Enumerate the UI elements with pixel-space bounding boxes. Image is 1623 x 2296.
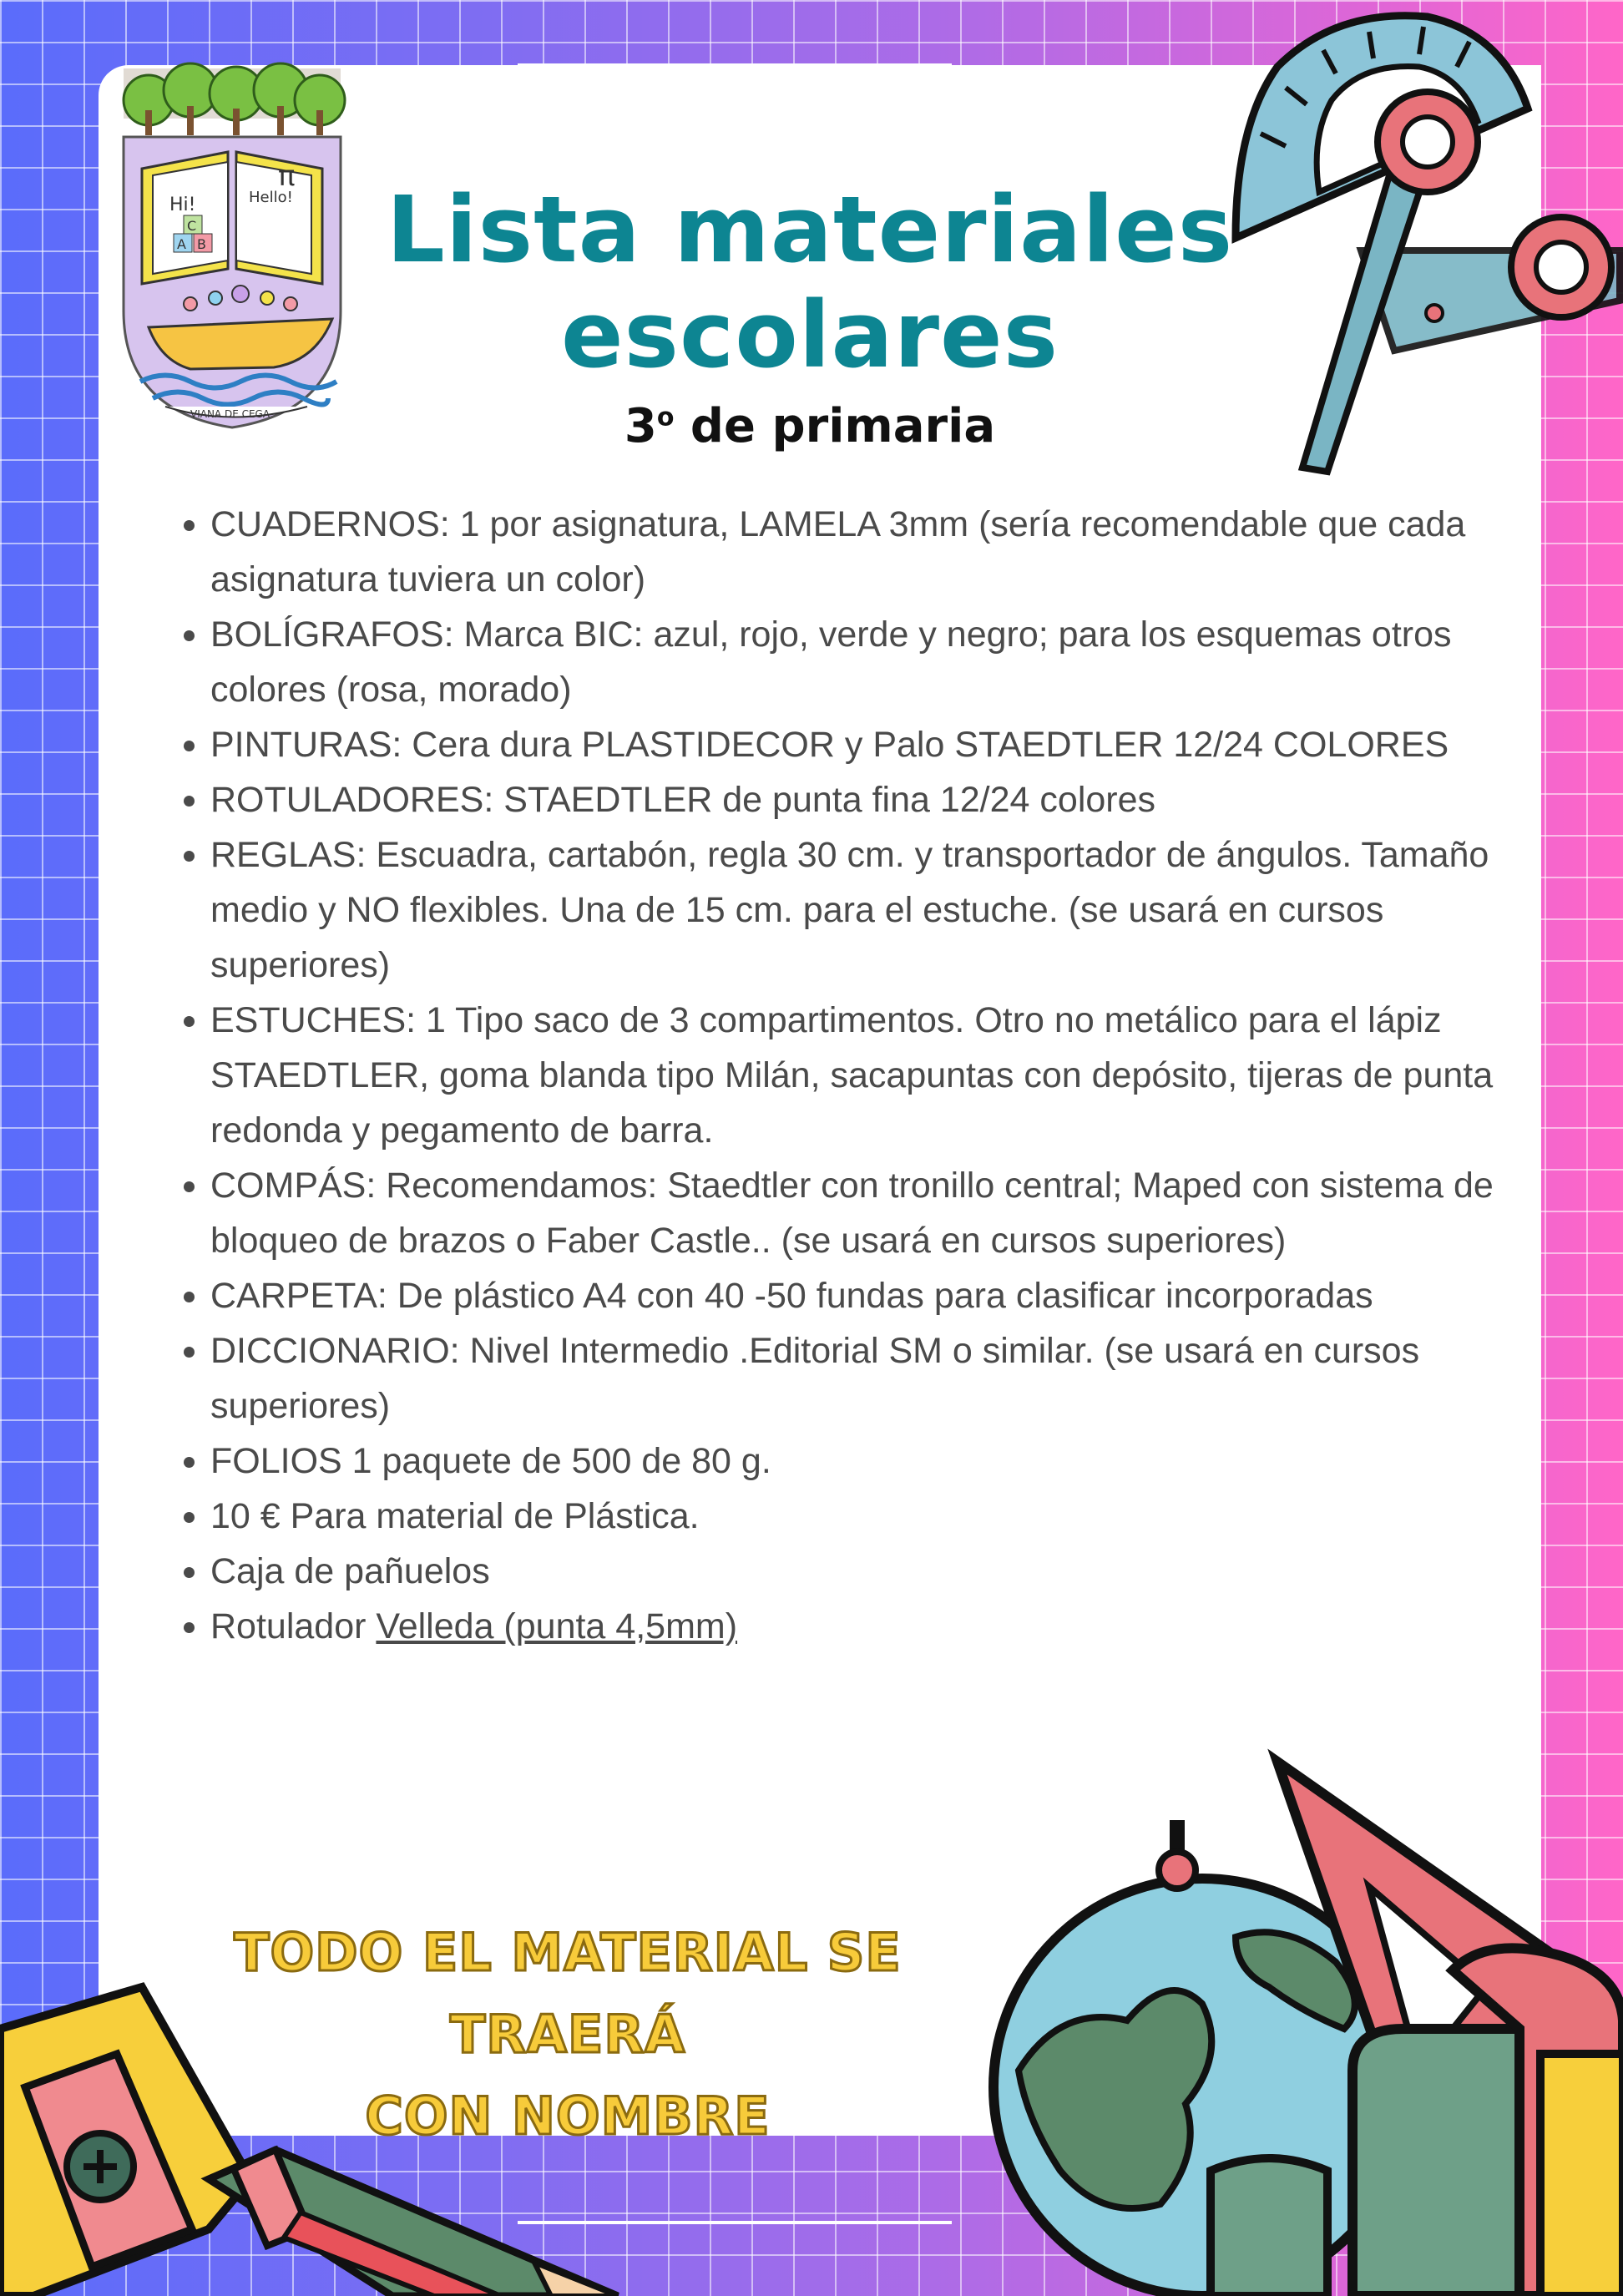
page-subtitle xyxy=(384,399,1236,453)
protractor-icon xyxy=(1227,0,1623,484)
book-text-pi: π xyxy=(278,159,296,193)
crest-banner-text: VIANA DE CEGA xyxy=(190,408,270,420)
pencil-icon xyxy=(209,2150,618,2296)
subtitle-number: 3 xyxy=(624,399,657,453)
materials-list xyxy=(175,497,1563,1654)
school-crest-icon xyxy=(90,60,382,436)
list-item: • CUADERNOS: 1 por asignatura, LAMELA 3mm (sería recomendable que cada asignatura tuviera un color) xyxy=(210,497,1563,607)
subtitle-rest: de primaria xyxy=(674,399,996,453)
velleda-link[interactable]: Velleda (punta 4,5mm) xyxy=(376,1606,738,1646)
block-letter-c: C xyxy=(187,218,197,234)
title-line-1: Lista materiales xyxy=(386,176,1234,283)
list-item: • DICCIONARIO: Nivel Intermedio .Editorial SM o similar. (se usará en cursos superiores) xyxy=(210,1323,1563,1434)
page-title xyxy=(384,177,1236,387)
list-item: • 10 € Para material de Plástica. xyxy=(210,1489,1563,1544)
list-item-last xyxy=(210,1599,1563,1654)
last-item-prefix: Rotulador xyxy=(210,1606,377,1646)
note-line-2: CON NOMBRE xyxy=(365,2086,771,2147)
list-item: • REGLAS: Escuadra, cartabón, regla 30 cm. y transportador de ángulos. Tamaño medio y NO flexibles. Una de 15 cm. para el estuche. (se usará en cursos superiores) xyxy=(210,827,1563,993)
list-item: • CARPETA: De plástico A4 con 40 -50 fundas para clasificar incorporadas xyxy=(210,1268,1563,1323)
book-text-hi: Hi! xyxy=(169,195,196,215)
block-letter-a: A xyxy=(177,236,186,252)
list-item: • PINTURAS: Cera dura PLASTIDECOR y Palo STAEDTLER 12/24 COLORES xyxy=(210,717,1563,772)
trees xyxy=(124,63,345,135)
sharpener-icon xyxy=(0,1979,635,2296)
list-item: • Caja de pañuelos xyxy=(210,1544,1563,1599)
list-item: • ROTULADORES: STAEDTLER de punta fina 12/24 colores xyxy=(210,772,1563,827)
note-line-1: TODO EL MATERIAL SE TRAERÁ xyxy=(234,1922,902,2065)
book-text-hello: Hello! xyxy=(249,189,293,206)
block-letter-b: B xyxy=(197,236,206,252)
list-item: • ESTUCHES: 1 Tipo saco de 3 compartimentos. Otro no metálico para el lápiz STAEDTLER, goma blanda tipo Milán, sacapuntas con depósito, tijeras de punta redonda y pegamento de barra. xyxy=(210,993,1563,1158)
list-item: • FOLIOS 1 paquete de 500 de 80 g. xyxy=(210,1434,1563,1489)
subtitle-ordinal: o xyxy=(656,402,675,432)
list-item: • COMPÁS: Recomendamos: Staedtler con tronillo central; Maped con sistema de bloqueo de brazos o Faber Castle.. (se usará en cursos superiores) xyxy=(210,1158,1563,1268)
title-line-2: escolares xyxy=(560,281,1059,388)
globe-icon xyxy=(952,1753,1623,2296)
list-item: • BOLÍGRAFOS: Marca BIC: azul, rojo, verde y negro; para los esquemas otros colores (rosa, morado) xyxy=(210,607,1563,717)
